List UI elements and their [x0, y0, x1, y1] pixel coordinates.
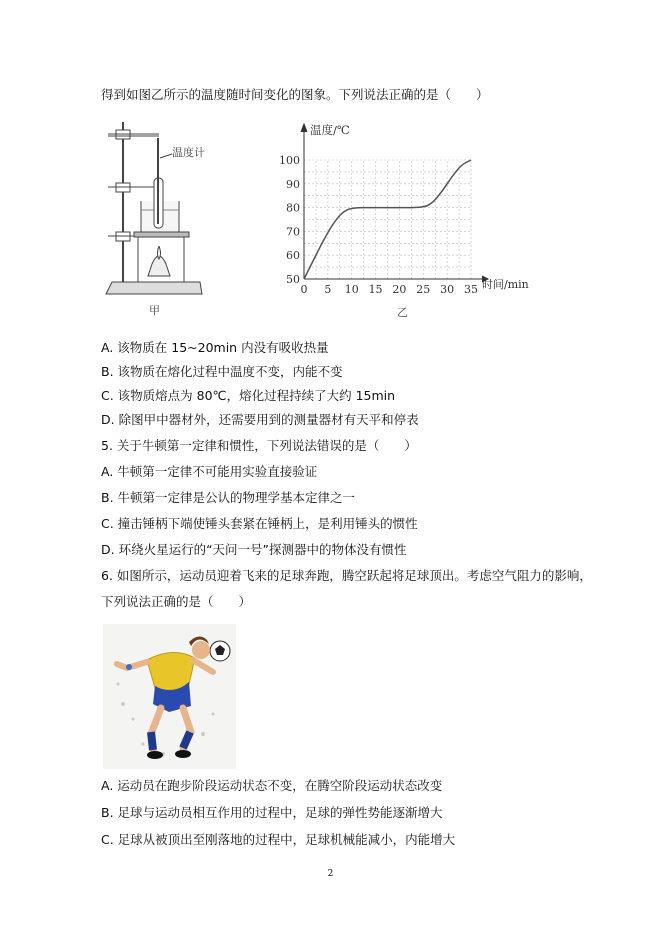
q5-option-a: A. 牛顿第一定律不可能用实验直接验证 [101, 464, 318, 479]
x-tick-label: 30 [440, 283, 455, 296]
x-tick-label: 5 [324, 283, 332, 296]
q6-option-b: B. 足球与运动员相互作用的过程中，足球的弹性势能逐渐增大 [101, 805, 443, 820]
x-tick-label: 10 [344, 283, 359, 296]
temperature-chart [279, 116, 547, 326]
q5-stem: 5. 关于牛顿第一定律和惯性，下列说法错误的是（ ） [101, 438, 417, 453]
thermometer-label: 温度计 [172, 146, 205, 159]
y-tick-label: 70 [286, 225, 300, 239]
x-tick-label: 0 [300, 283, 308, 296]
y-tick-labels [279, 154, 300, 286]
x-tick-labels [301, 283, 479, 296]
q6-stem-line2: 下列说法正确的是（ ） [101, 594, 252, 609]
middle-clamp [108, 183, 154, 192]
ring-clamp [108, 232, 134, 241]
x-tick-label: 35 [464, 283, 478, 296]
y-tick-label: 60 [286, 249, 300, 263]
soccer-ball [210, 641, 230, 661]
soccer-player-figure [103, 624, 236, 769]
gauze [134, 232, 189, 237]
x-tick-label: 25 [416, 283, 431, 296]
q6-option-a: A. 运动员在跑步阶段运动状态不变，在腾空阶段运动状态改变 [101, 778, 443, 793]
q4-option-d: D. 除图甲中器材外，还需要用到的测量器材有天平和停表 [101, 412, 419, 427]
stand-base [106, 282, 202, 294]
caption-yi: 乙 [397, 306, 408, 319]
y-tick-label: 100 [279, 154, 300, 167]
y-tick-label: 80 [286, 201, 300, 215]
x-tick-label: 15 [368, 283, 383, 296]
intro-line: 得到如图乙所示的温度随时间变化的图象。下列说法正确的是（ ） [101, 87, 489, 102]
chart-grid [304, 160, 471, 279]
q6-stem-line1: 6. 如图所示，运动员迎着飞来的足球奔跑，腾空跃起将足球顶出。考虑空气阻力的影响， [101, 568, 592, 583]
top-clamp [108, 130, 159, 139]
y-axis-label: 温度/℃ [310, 123, 350, 137]
player-head [192, 641, 210, 659]
caption-jia: 甲 [149, 304, 160, 317]
page-number: 2 [327, 869, 334, 879]
q5-option-d: D. 环绕火星运行的“天问一号”探测器中的物体没有惯性 [101, 542, 407, 557]
q6-option-c: C. 足球从被顶出至刚落地的过程中，足球机械能减小，内能增大 [101, 832, 456, 847]
q5-option-b: B. 牛顿第一定律是公认的物理学基本定律之一 [101, 490, 356, 505]
q4-option-b: B. 该物质在熔化过程中温度不变，内能不变 [101, 364, 343, 379]
y-tick-label: 50 [286, 273, 300, 286]
x-tick-label: 20 [392, 283, 407, 296]
q5-option-c: C. 撞击锤柄下端使锤头套紧在锤柄上，是利用锤头的惯性 [101, 516, 418, 531]
y-tick-label: 90 [286, 177, 300, 191]
q4-option-a: A. 该物质在 15~20min 内没有吸收热量 [101, 340, 329, 355]
q4-option-c: C. 该物质熔点为 80℃，熔化过程持续了大约 15min [101, 388, 396, 403]
apparatus-figure [104, 116, 204, 321]
chart-axes [301, 124, 488, 282]
x-axis-label: 时间/min [482, 278, 529, 291]
